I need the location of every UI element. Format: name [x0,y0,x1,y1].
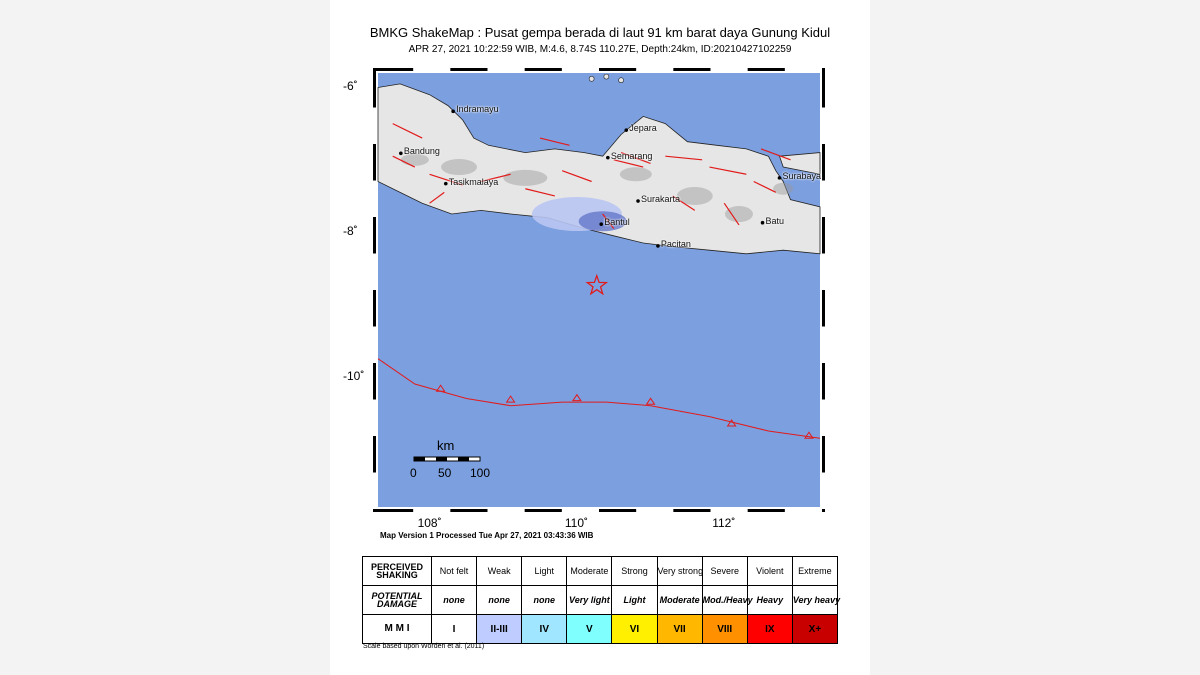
legend-shaking-cell: Strong [612,557,657,586]
legend-shaking-cell: Severe [702,557,747,586]
legend-row-shaking [363,557,838,586]
legend-shaking-cell: Light [522,557,567,586]
frame-segment [562,68,599,71]
legend-mmi-cell: VIII [702,615,747,644]
frame-segment [373,400,376,437]
city-label: Tasikmalaya [448,176,499,187]
scale-tick-100: 100 [470,466,491,480]
legend-head-shaking [363,557,432,586]
scale-bar-segment [436,457,447,461]
terrain-shade [441,159,477,175]
frame-segment [413,68,450,71]
frame-segment [822,400,825,437]
map-title: BMKG ShakeMap : Pusat gempa berada di laut 91 km barat daya Gunung Kidul [369,25,831,40]
small-island [589,76,594,81]
frame-segment [373,181,376,218]
city-label: Jepara [629,123,657,134]
legend-head-damage-text: POTENTIAL DAMAGE [371,591,423,609]
latitude-label: -10˚ [343,368,365,383]
longitude-label: 112˚ [712,516,736,530]
city-dot [656,244,660,248]
small-island [604,74,609,79]
intensity-legend [362,556,841,644]
map-version-text: Map Version 1 Processed Tue Apr 27, 2021 03:43:36 WIB [380,531,594,540]
frame-segment [785,68,822,71]
city-label: Batu [765,215,785,226]
city-dot [778,176,782,180]
scale-bar-segment [414,457,425,461]
city-dot [636,199,640,203]
terrain-shade [620,167,652,181]
frame-segment [373,473,376,510]
terrain-shade [725,206,753,222]
legend-damage-cell: none [432,586,477,615]
frame-segment [822,181,825,218]
legend-mmi-cell: VI [612,615,657,644]
city-dot [451,110,455,114]
legend-row-mmi [363,615,838,644]
scale-bar-unit: km [437,438,455,453]
frame-segment [562,509,599,512]
frame-segment [488,509,525,512]
small-island [619,78,624,83]
frame-segment [636,68,673,71]
scale-bar-segment [458,457,469,461]
frame-segment [822,254,825,291]
legend-mmi-cell: IV [522,615,567,644]
frame-segment [373,108,376,145]
city-label: Surakarta [641,194,681,205]
legend-mmi-cell: VII [657,615,702,644]
terrain-shade [773,183,793,195]
frame-segment [711,509,748,512]
legend-damage-cell: Moderate [657,586,702,615]
scale-credit: Scale based upon Worden et al. (2011) [363,643,485,650]
legend-shaking-cell: Extreme [792,557,837,586]
city-label: Indramayu [456,104,499,115]
latitude-label: -6˚ [343,79,358,94]
city-dot [624,128,628,132]
legend-damage-cell: none [522,586,567,615]
frame-segment [822,327,825,364]
city-dot [399,151,403,155]
legend-damage-cell: none [477,586,522,615]
event-details: APR 27, 2021 10:22:59 WIB, M:4.6, 8.74S 110.27E, Depth:24km, ID:20210427102259 [408,44,792,55]
longitude-label: 108˚ [417,516,442,530]
legend-shaking-cell: Not felt [432,557,477,586]
city-label: Semarang [610,150,653,161]
city-dot [761,221,765,225]
legend-shaking-cell: Moderate [567,557,612,586]
scale-tick-0: 0 [410,466,417,480]
legend-damage-cell: Light [612,586,657,615]
legend-damage-cell: Very light [567,586,612,615]
legend-damage-cell: Heavy [747,586,792,615]
city-dot [599,222,603,226]
legend-mmi-cell: V [567,615,612,644]
frame-segment [636,509,673,512]
frame-segment [711,68,748,71]
city-label: Bantul [604,217,630,228]
frame-segment [373,327,376,364]
scale-tick-50: 50 [438,466,452,480]
frame-segment [488,68,525,71]
legend-shaking-cell: Very strong [657,557,702,586]
legend-head-shaking-text: PERCEIVED SHAKING [370,562,423,580]
frame-segment [785,509,822,512]
legend-damage-cell: Mod./Heavy [702,586,747,615]
city-label: Pacitan [660,238,691,249]
city-dot [606,156,610,160]
legend-mmi-cell: X+ [792,615,837,644]
longitude-label: 110˚ [564,516,589,530]
legend-mmi-cell: II-III [477,615,522,644]
legend-mmi-cell: I [432,615,477,644]
city-label: Surabaya [782,170,821,181]
frame-segment [822,473,825,510]
city-label: Bandung [403,146,440,157]
latitude-label: -8˚ [343,224,358,239]
frame-segment [413,509,450,512]
city-dot [444,182,448,186]
scale-bar [414,457,480,461]
frame-segment [373,254,376,291]
legend-head-damage [363,586,432,615]
legend-shaking-cell: Violent [747,557,792,586]
legend-damage-cell: Very heavy [792,586,837,615]
legend-mmi-cell: IX [747,615,792,644]
legend-shaking-cell: Weak [477,557,522,586]
frame-segment [822,108,825,145]
terrain-shade [503,170,547,186]
legend-row-damage [363,586,838,615]
legend-head-mmi: M M I [363,615,432,644]
